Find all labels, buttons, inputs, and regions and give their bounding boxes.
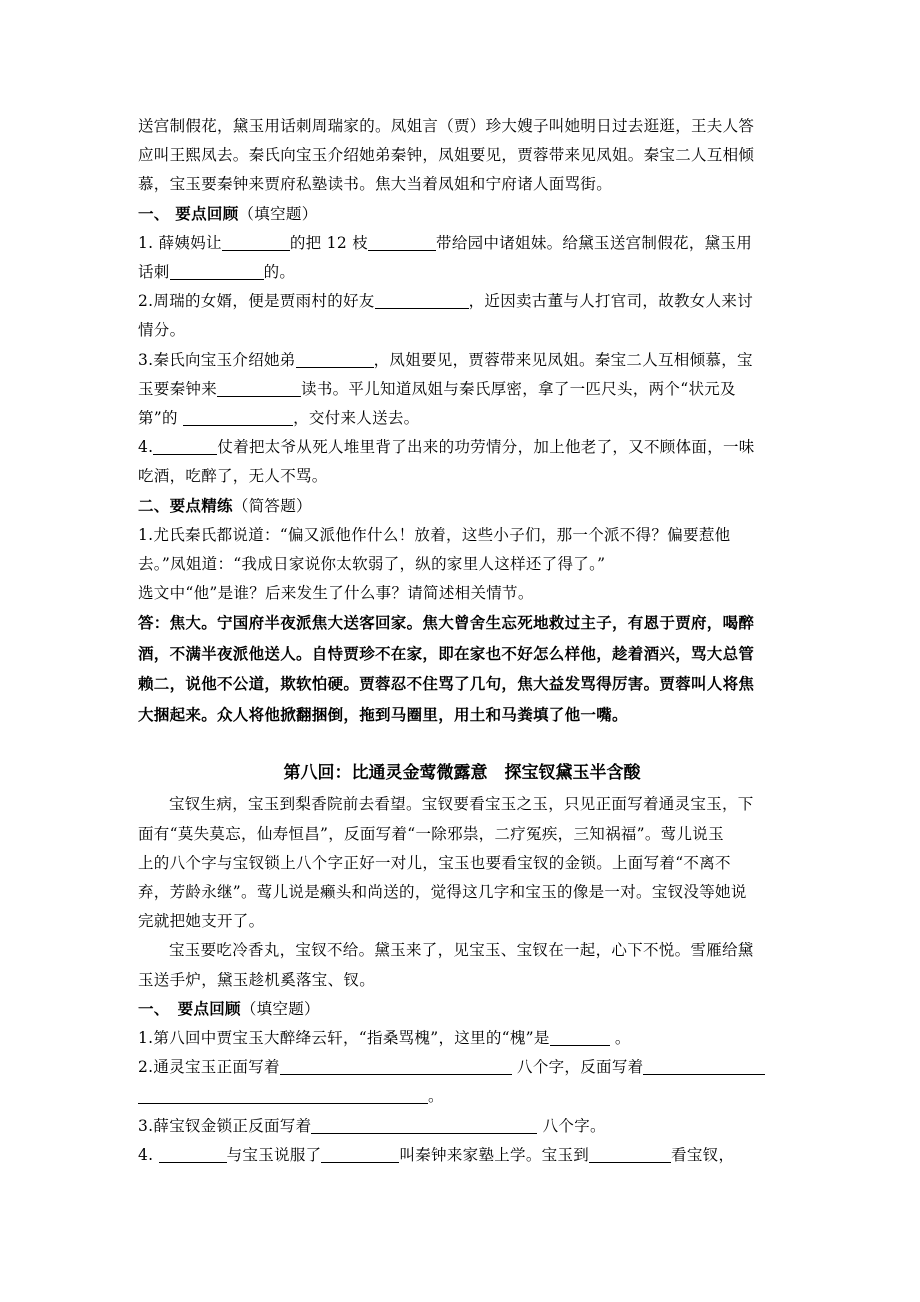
question-text: 玉要秦钟来: [138, 379, 218, 398]
blank-field[interactable]: [296, 350, 374, 367]
question-1: [138, 229, 786, 258]
blank-field[interactable]: [321, 1146, 399, 1163]
question-text: 的。: [263, 263, 296, 282]
section-heading-review: [138, 200, 786, 229]
blank-field[interactable]: [183, 409, 293, 426]
question-text: 4.: [138, 438, 154, 457]
chapter-para-1-line-4: 弃，芳龄永继”。莺儿说是癞头和尚送的，觉得这几字和宝玉的像是一对。宝钗没等她说: [138, 883, 747, 902]
question-text: 八个字。: [537, 1116, 606, 1135]
question-text: 看宝钗，: [671, 1145, 735, 1164]
blank-field[interactable]: [643, 1058, 765, 1075]
answer-line-3: 赖二，说他不公道，欺软怕硬。贾蓉忍不住骂了几句，焦大益发骂得厉害。贾蓉叫人将焦: [138, 675, 755, 694]
question-text: 2.通灵宝玉正面写着: [138, 1058, 280, 1077]
intro-line-3: 慕，宝玉要秦钟来贾府私塾读书。焦大当着凤姐和宁府诸人面骂街。: [138, 175, 613, 194]
question-text: 。: [428, 1087, 444, 1106]
blank-field[interactable]: [375, 292, 469, 309]
chapter-para-1-line-2: 面有“莫失莫忘，仙寿恒昌”，反面写着“一除邪祟，二疗冤疾，三知祸福”。莺儿说玉: [138, 824, 724, 843]
blank-field[interactable]: [138, 1087, 428, 1104]
chapter-para-2-line-2: 玉送手炉，黛玉趁机奚落宝、钗。: [138, 970, 376, 989]
review-question-2-cont: [138, 1082, 786, 1111]
question-text: 3.薛宝钗金锁正反面写着: [138, 1116, 312, 1135]
question-3: [138, 346, 786, 375]
question-text: 。: [609, 1029, 631, 1048]
blank-field[interactable]: [222, 234, 290, 251]
question-text: 话刺: [138, 263, 170, 282]
question-text: 八个字，反面写着: [511, 1058, 644, 1077]
section-heading-review-2: [138, 995, 786, 1024]
heading-note: （填空题）: [240, 999, 320, 1018]
answer-line-1: 答：焦大。宁国府半夜派焦大送客回家。焦大曾舍生忘死地救过主子，有恩于贾府，喝醉: [138, 614, 755, 633]
chapter-para-1-line-5: 完就把她支开了。: [138, 912, 265, 931]
heading-note: （简答题）: [232, 496, 312, 515]
answer-line-2: 酒，不满半夜派他送人。自恃贾珍不在家，即在家也不好怎么样他，趁着酒兴，骂大总管: [138, 644, 755, 663]
blank-field[interactable]: [280, 1058, 512, 1075]
page-content: [138, 112, 786, 1170]
section-heading-practice: [138, 492, 786, 521]
blank-field[interactable]: [368, 234, 436, 251]
question-text: 4.: [138, 1145, 159, 1164]
practice-question-line-3: 选文中“他”是谁？后来发生了什么事？请简述相关情节。: [138, 584, 534, 603]
heading-text: 二、要点精练: [138, 496, 233, 515]
question-text: 第”的: [138, 409, 184, 428]
question-text: ，交付来人送去。: [293, 409, 420, 428]
question-1-cont: [138, 258, 786, 287]
question-3-cont-2: [138, 404, 786, 433]
heading-text: 一、 要点回顾: [138, 999, 241, 1018]
question-text: 叫秦钟来家塾上学。宝玉到: [399, 1145, 590, 1164]
question-text: 2.周瑞的女婿，便是贾雨村的好友: [138, 292, 375, 311]
blank-field[interactable]: [170, 263, 264, 280]
question-2-cont: 情分。: [138, 321, 186, 340]
heading-text: 一、 要点回顾: [138, 204, 239, 223]
question-text: 3.秦氏向宝玉介绍她弟: [138, 350, 296, 369]
question-text: 与宝玉说服了: [226, 1145, 322, 1164]
chapter-title: 第八回：比通灵金莺微露意 探宝钗黛玉半含酸: [283, 763, 641, 784]
question-text: 读书。平儿知道凤姐与秦氏厚密，拿了一匹尺头，两个“状元及: [301, 379, 736, 398]
question-text: 1.第八回中贾宝玉大醉绛云轩，“指桑骂槐”，这里的“槐”是: [138, 1029, 550, 1048]
question-text: ，近因卖古董与人打官司，故教女人来讨: [468, 292, 753, 311]
intro-line-1: 送宫制假花，黛玉用话刺周瑞家的。凤姐言（贾）珍大嫂子叫她明日过去逛逛，王夫人答: [138, 117, 755, 135]
answer-line-4: 大捆起来。众人将他掀翻捆倒，拖到马圈里，用土和马粪填了他一嘴。: [138, 705, 628, 724]
chapter-para-1-line-1: 宝钗生病，宝玉到梨香院前去看望。宝钗要看宝玉之玉，只见正面写着通灵宝玉，下: [169, 795, 754, 814]
blank-field[interactable]: [217, 380, 301, 397]
review-question-3: [138, 1112, 786, 1141]
heading-note: （填空题）: [238, 204, 318, 223]
practice-question-line-1: 1.尤氏秦氏都说道：“偏又派他作什么！放着，这些小子们，那一个派不得？偏要惹他: [138, 525, 731, 544]
question-4-cont: 吃酒，吃醉了，无人不骂。: [138, 467, 328, 486]
blank-field[interactable]: [589, 1146, 671, 1163]
question-4: [138, 433, 786, 462]
review-question-1: [138, 1024, 786, 1053]
question-text: 仗着把太爷从死人堆里背了出来的功劳情分，加上他老了，又不顾体面，一味: [217, 438, 755, 457]
chapter-para-2-line-1: 宝玉要吃冷香丸，宝钗不给。黛玉来了，见宝玉、宝钗在一起，心下不悦。雪雁给黛: [169, 941, 754, 960]
intro-line-2: 应叫王熙凤去。秦氏向宝玉介绍她弟秦钟，凤姐要见，贾蓉带来见凤姐。秦宝二人互相倾: [138, 146, 755, 165]
question-text: 1. 薛姨妈让: [138, 233, 222, 252]
question-text: ，凤姐要见，贾蓉带来见凤姐。秦宝二人互相倾慕，宝: [373, 350, 753, 369]
question-text: 带给园中诸姐妹。给黛玉送宫制假花，黛玉用: [436, 233, 753, 252]
blank-field[interactable]: [311, 1116, 537, 1133]
review-question-4: [138, 1141, 786, 1170]
blank-field[interactable]: [153, 438, 217, 455]
blank-field[interactable]: [159, 1146, 227, 1163]
question-2: [138, 287, 786, 316]
review-question-2: [138, 1053, 786, 1082]
chapter-para-1-line-3: 上的八个字与宝钗锁上八个字正好一对儿，宝玉也要看宝钗的金锁。上面写着“不离不: [138, 853, 731, 872]
question-3-cont: [138, 375, 786, 404]
blank-field[interactable]: [550, 1029, 610, 1046]
practice-question-line-2: 去。”凤姐道：“我成日家说你太软弱了，纵的家里人这样还了得了。”: [138, 555, 606, 574]
question-text: 的把 12 枝: [289, 233, 369, 252]
